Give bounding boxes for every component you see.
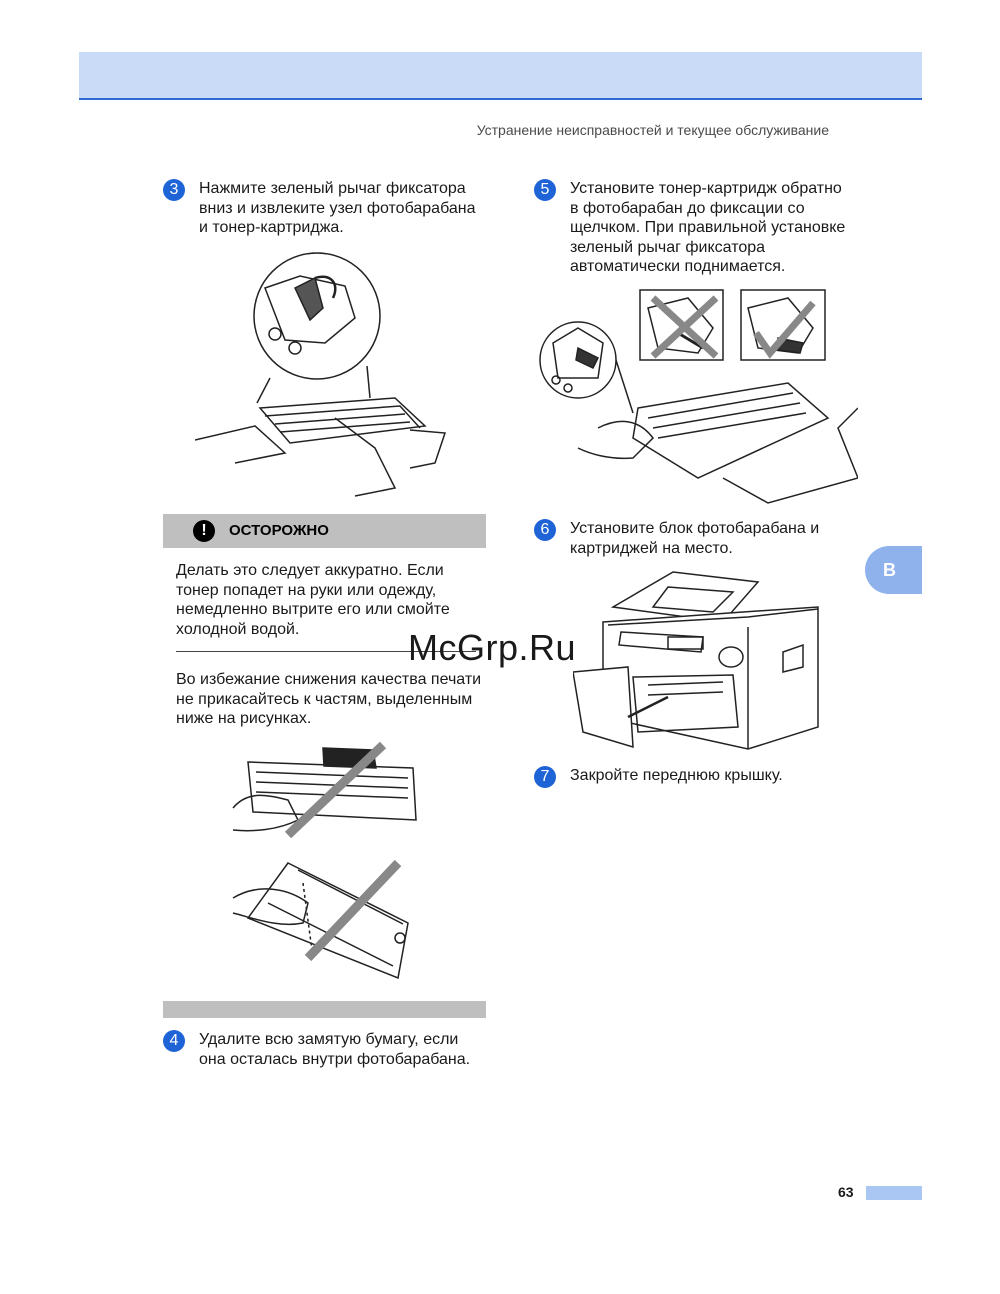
caution-line: немедленно вытрите его или смойте: [176, 601, 450, 618]
illustration-do-not-touch-drum: [228, 858, 428, 993]
step-text: [570, 766, 783, 786]
caution-line: Во избежание снижения качества печати: [176, 671, 482, 688]
header-band: [79, 52, 922, 100]
running-header: Устранение неисправностей и текущее обслуживание: [476, 122, 829, 138]
watermark: McGrp.Ru: [408, 627, 577, 668]
step-text-line: Установите тонер-картридж обратно: [570, 180, 842, 197]
step-text-line: Удалите всю замятую бумагу, если: [199, 1031, 459, 1048]
step-text-line: вниз и извлеките узел фотобарабана: [199, 199, 476, 217]
step-text-line: в фотобарабан до фиксации со: [570, 199, 805, 217]
step-text: [199, 179, 476, 238]
step-number-badge: 7: [534, 766, 556, 788]
illustration-insert-toner: [538, 288, 858, 508]
step-text-line: Нажмите зеленый рычаг фиксатора: [199, 180, 466, 197]
step-number-badge: 4: [163, 1030, 185, 1052]
page-number: 63: [838, 1184, 854, 1200]
step-text: [199, 1030, 470, 1069]
illustration-remove-drum-unit: [195, 248, 450, 498]
caution-paragraph: [176, 670, 481, 729]
step-text-line: автоматически поднимается.: [570, 258, 786, 275]
step-text: [570, 519, 819, 558]
caution-line: не прикасайтесь к частям, выделенным: [176, 690, 473, 708]
caution-title: ОСТОРОЖНО: [229, 522, 329, 539]
caution-line: тонер попадет на руки или одежду,: [176, 581, 437, 599]
warning-exclamation-icon: !: [193, 520, 215, 542]
caution-header-bar: [163, 514, 486, 548]
step-text-line: щелчком. При правильной установке: [570, 219, 846, 236]
caution-line: Делать это следует аккуратно. Если: [176, 562, 444, 579]
step-text-line: Установите блок фотобарабана и: [570, 520, 820, 537]
page-number-bar: [866, 1186, 922, 1200]
step-text-line: картриджей на место.: [570, 539, 733, 557]
step-number-badge: 6: [534, 519, 556, 541]
step-number-badge: 3: [163, 179, 185, 201]
chapter-tab: B: [865, 546, 922, 594]
step-text-line: зеленый рычаг фиксатора: [570, 238, 766, 256]
illustration-do-not-touch-toner: [228, 740, 428, 840]
step-text-line: она осталась внутри фотобарабана.: [199, 1050, 471, 1068]
step-number-badge: 5: [534, 179, 556, 201]
illustration-install-drum-unit: [573, 567, 828, 752]
caution-line: ниже на рисунках.: [176, 710, 312, 727]
step-text-line: Закройте переднюю крышку.: [570, 767, 783, 784]
caution-end-bar: [163, 1001, 486, 1018]
step-text: [570, 179, 845, 277]
step-text-line: и тонер-картриджа.: [199, 219, 344, 236]
caution-line: холодной водой.: [176, 620, 300, 638]
